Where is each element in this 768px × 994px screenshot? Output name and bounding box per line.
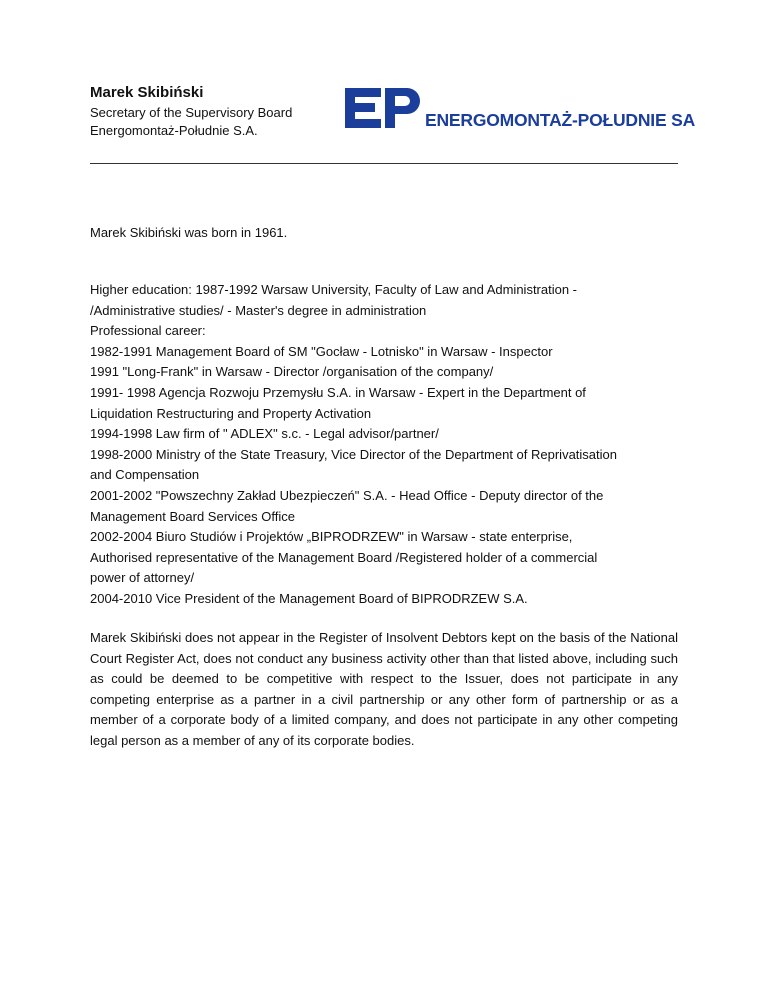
career-line: 1998-2000 Ministry of the State Treasury, Vice Director of the Department of Reprivatisation <box>90 446 617 462</box>
ep-logo-mark <box>345 88 421 128</box>
career-line: 1982-1991 Management Board of SM "Gocław - Lotnisko" in Warsaw - Inspector <box>90 343 553 359</box>
person-position: Secretary of the Supervisory Board <box>90 105 293 120</box>
logo-text: ENERGOMONTAŻ-POŁUDNIE SA <box>425 110 696 130</box>
career-line: Authorised representative of the Management Board /Registered holder of a commercial <box>90 549 598 565</box>
career-line: /Administrative studies/ - Master's degree in administration <box>90 302 427 318</box>
birth-statement: Marek Skibiński was born in 1961. <box>90 225 288 240</box>
career-line: and Compensation <box>90 467 200 483</box>
career-line: Management Board Services Office <box>90 508 295 524</box>
insolvency-statement: Marek Skibiński does not appear in the Register of Insolvent Debtors kept on the basis of the National Court Register Act, does not conduct any business activity other than that listed above, including such as could be deemed to be competitive with respect to the Issuer, does not participate in any competing enterprise as a partner in a civil partnership or any other form of partnership or as a member of a corporate body of a limited company, and does not participate in any other competing legal person as a member of any of its corporate bodies. <box>90 630 678 748</box>
career-line: Professional career: <box>90 323 206 339</box>
career-line: Liquidation Restructuring and Property Activation <box>90 405 372 421</box>
career-line: 1991- 1998 Agencja Rozwoju Przemysłu S.A. in Warsaw - Expert in the Department of <box>90 384 586 400</box>
career-line: 2004-2010 Vice President of the Management Board of BIPRODRZEW S.A. <box>90 590 528 606</box>
header-divider <box>90 163 678 164</box>
person-company: Energomontaż-Południe S.A. <box>90 123 258 138</box>
career-section <box>90 280 680 610</box>
career-line: power of attorney/ <box>90 570 195 586</box>
career-line: 1991 "Long-Frank" in Warsaw - Director /organisation of the company/ <box>90 364 494 380</box>
career-line: 2001-2002 "Powszechny Zakład Ubezpieczeń" S.A. - Head Office - Deputy director of the <box>90 487 604 503</box>
company-logo <box>345 88 696 132</box>
career-line: 2002-2004 Biuro Studiów i Projektów „BIPRODRZEW" in Warsaw - state enterprise, <box>90 529 573 545</box>
header-block <box>90 83 292 140</box>
person-name: Marek Skibiński <box>90 84 204 101</box>
career-line: Higher education: 1987-1992 Warsaw University, Faculty of Law and Administration - <box>90 282 578 297</box>
career-line: 1994-1998 Law firm of " ADLEX" s.c. - Legal advisor/partner/ <box>90 426 439 442</box>
